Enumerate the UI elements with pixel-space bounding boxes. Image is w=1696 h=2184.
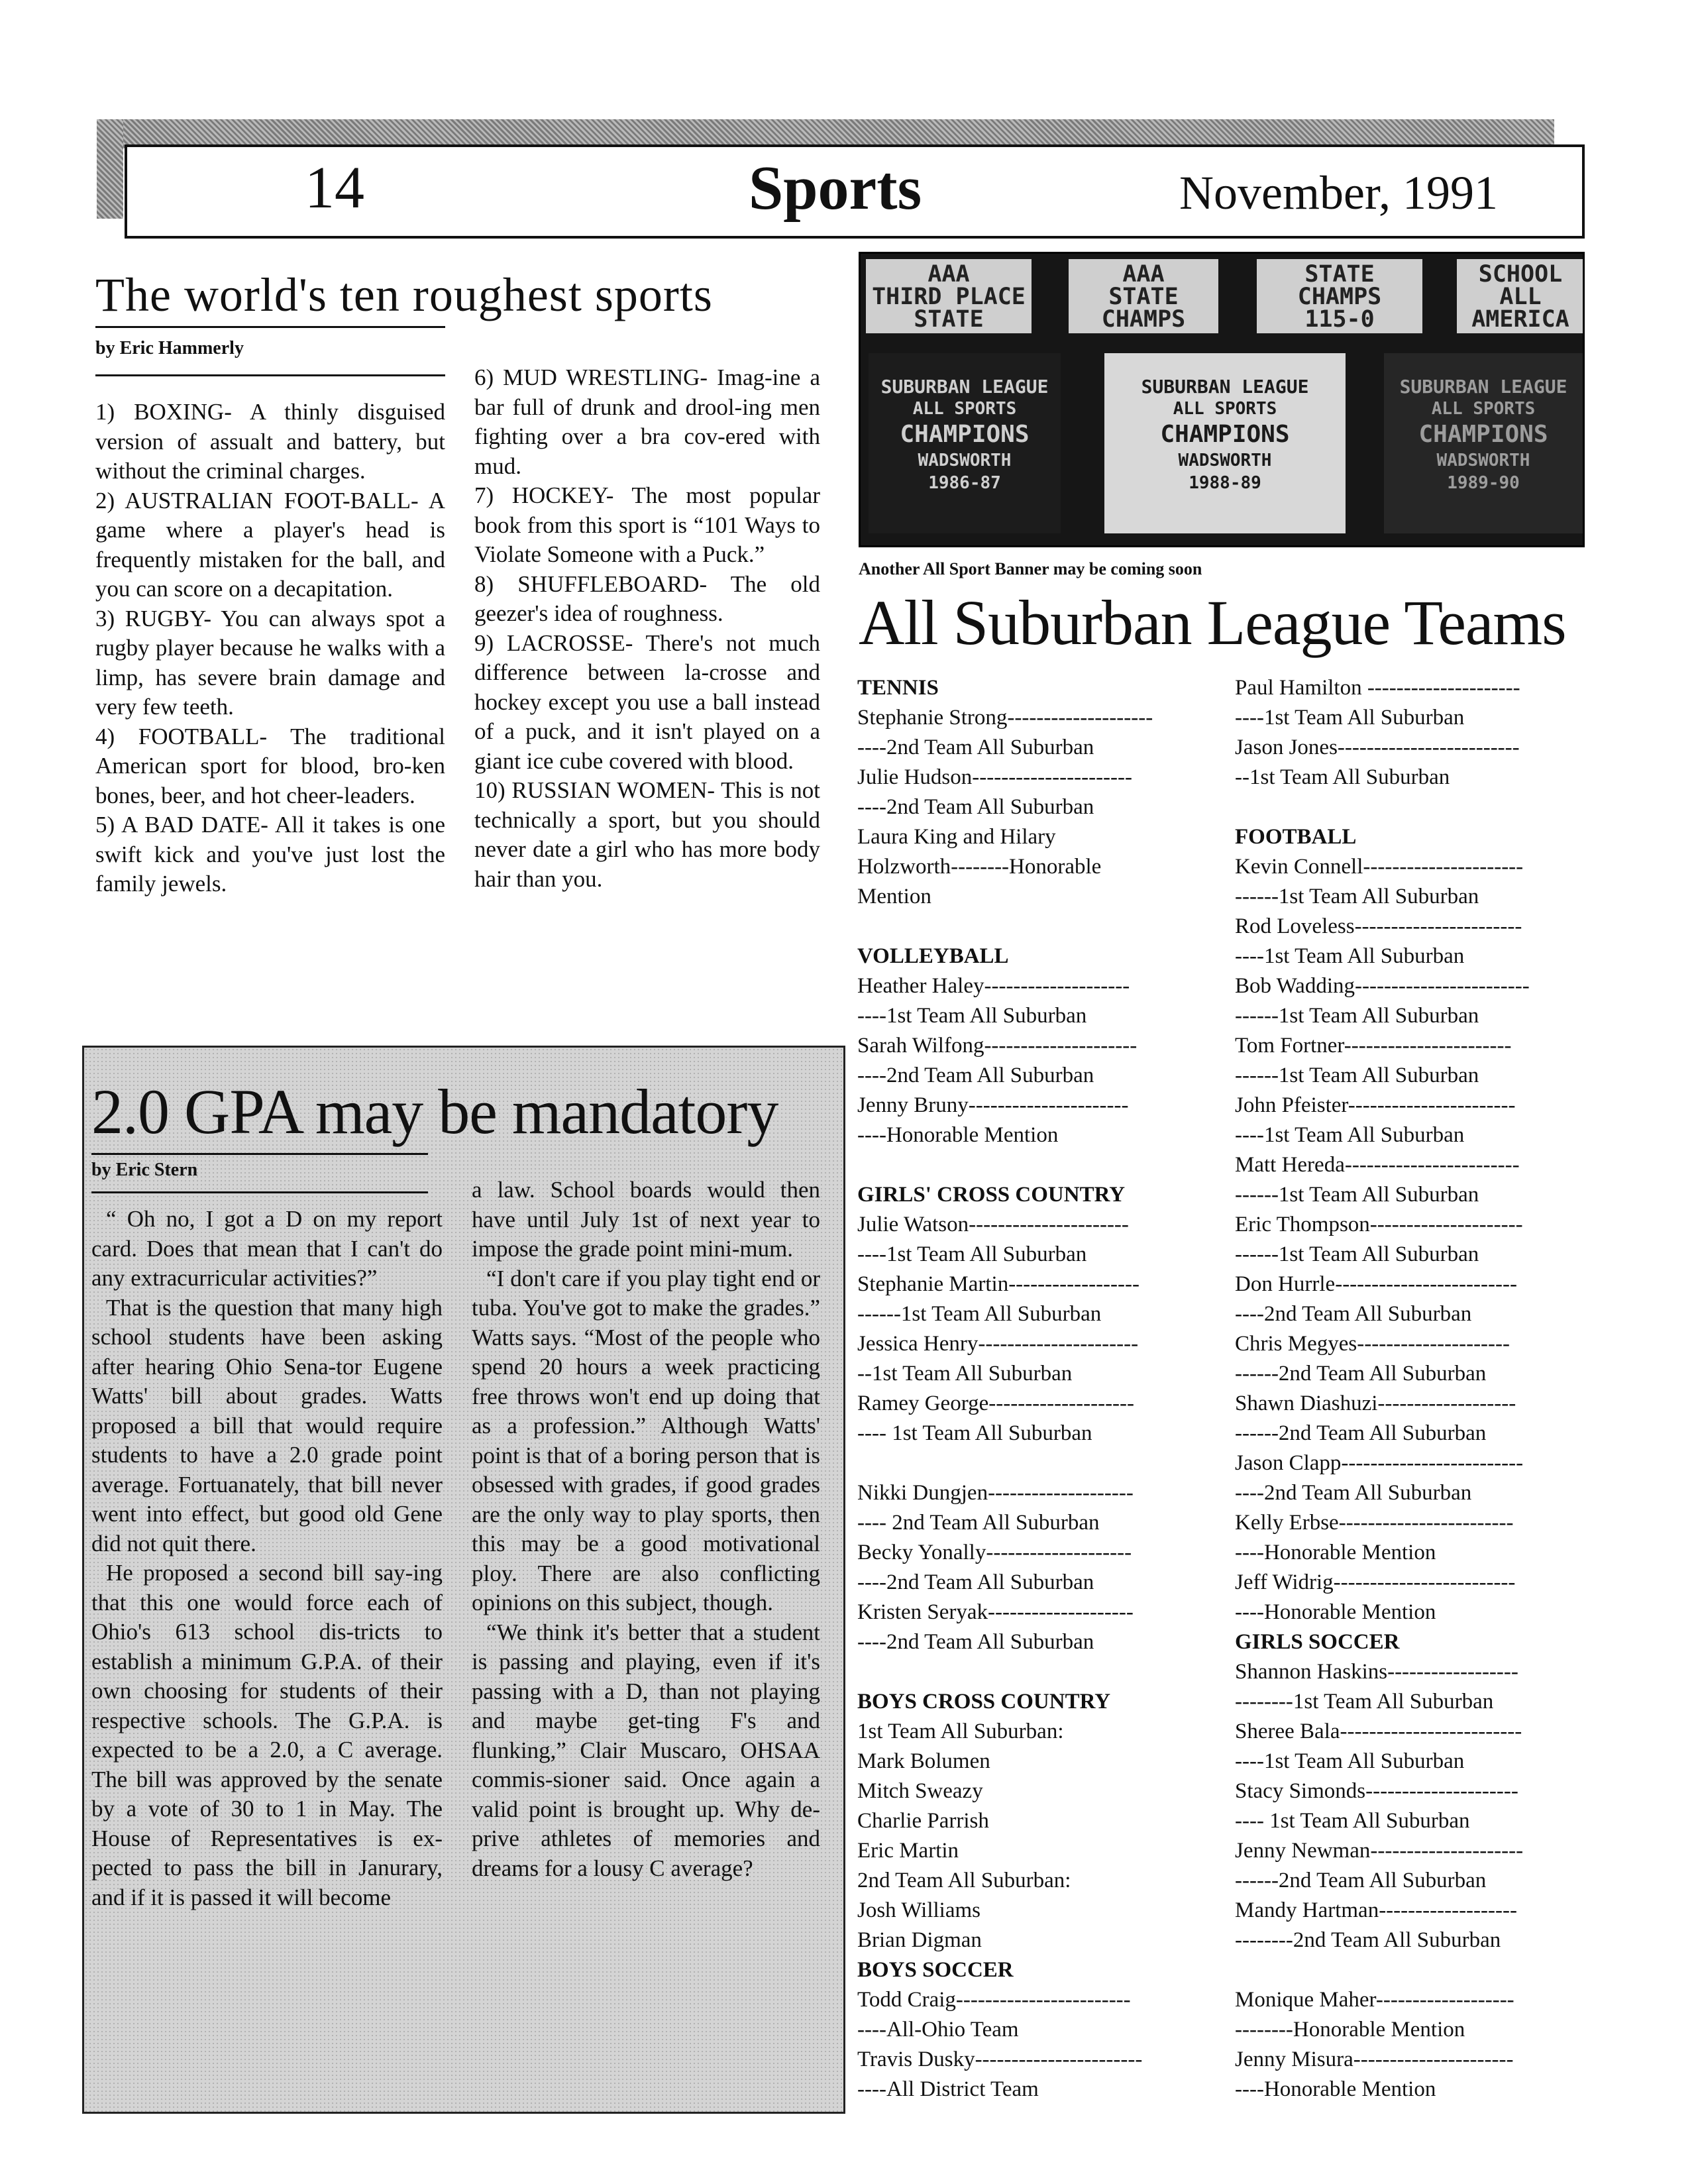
teams-heading: All Suburban League Teams <box>859 587 1566 658</box>
team-entry: Kristen Seryak-------------------- <box>857 1600 1134 1624</box>
team-entry: Eric Thompson--------------------- <box>1235 1213 1523 1236</box>
team-entry: ------1st Team All Suburban <box>857 1302 1102 1326</box>
team-entry: Jason Clapp------------------------- <box>1235 1451 1524 1475</box>
team-entry: ----1st Team All Suburban <box>1235 706 1465 730</box>
team-entry: Mitch Sweazy <box>857 1779 983 1803</box>
team-entry: Jenny Newman--------------------- <box>1235 1839 1524 1863</box>
team-entry: ----Honorable Mention <box>1235 1600 1436 1624</box>
banner-third-place: AAA THIRD PLACE STATE <box>866 259 1032 333</box>
team-entry: Mark Bolumen <box>857 1749 990 1773</box>
team-entry: --------2nd Team All Suburban <box>1235 1928 1501 1952</box>
team-entry: ------1st Team All Suburban <box>1235 1242 1479 1266</box>
team-entry: ----Honorable Mention <box>857 1123 1059 1147</box>
byline: by Eric Stern <box>91 1160 198 1180</box>
paragraph: That is the question that many high school students have been asking after hearing Ohio Sena-tor Eugene Watts' bill about grades. Watts proposed a bill that would require students to have a 2.0 grade point average. Fortuanately, that bill never went into effect, but good old Gene did not quit there. <box>91 1294 443 1556</box>
team-entry: Kevin Connell---------------------- <box>1235 855 1524 879</box>
banner-photo <box>859 252 1585 547</box>
team-entry: ----1st Team All Suburban <box>1235 944 1465 968</box>
team-entry: --1st Team All Suburban <box>857 1362 1073 1386</box>
team-entry: ----1st Team All Suburban <box>857 1242 1087 1266</box>
team-entry: Julie Hudson---------------------- <box>857 765 1133 789</box>
paragraph: “We think it's better that a student is passing and playing, even if it's passing with a D, than not playing and maybe get-ting F's and flunking,” Clair Muscaro, OHSAA commis-sioner said. Once again a valid point is brought up. Why de-prive athletes of memories and dreams for a lousy C average? <box>472 1619 820 1881</box>
team-entry: --------Honorable Mention <box>1235 2018 1465 2042</box>
list-item: 2) AUSTRALIAN FOOT-BALL- A game where a player's head is frequently mistaken for the ball, and you can score on a decapitation. <box>95 487 445 602</box>
list-spacer <box>857 1657 1215 1687</box>
team-heading: FOOTBALL <box>1235 825 1357 849</box>
article-column-2 <box>472 1175 820 1883</box>
team-heading: TENNIS <box>857 676 939 700</box>
banner-state-champs: AAA STATE CHAMPS <box>1069 259 1218 333</box>
list-item: 8) SHUFFLEBOARD- The old geezer's idea of roughness. <box>474 571 820 626</box>
team-entry: Heather Haley-------------------- <box>857 974 1130 998</box>
team-entry: ----2nd Team All Suburban <box>857 736 1094 759</box>
team-entry: Stephanie Strong-------------------- <box>857 706 1153 730</box>
header-shadow-side <box>97 119 123 219</box>
team-entry: Matt Hereda------------------------ <box>1235 1153 1520 1177</box>
team-entry: 1st Team All Suburban: <box>857 1720 1064 1743</box>
team-entry: ----All-Ohio Team <box>857 2018 1019 2042</box>
team-entry: Sarah Wilfong--------------------- <box>857 1034 1138 1058</box>
title-rule <box>91 1153 428 1155</box>
team-entry: Jason Jones------------------------- <box>1235 736 1520 759</box>
list-spacer <box>1235 1955 1593 1985</box>
team-entry: ----1st Team All Suburban <box>1235 1123 1465 1147</box>
list-item: 4) FOOTBALL- The traditional American sport for blood, bro-ken bones, beer, and hot cheer-leaders. <box>95 723 445 808</box>
team-entry: ----1st Team All Suburban <box>857 1004 1087 1028</box>
team-heading: BOYS SOCCER <box>857 1958 1014 1982</box>
team-entry: Stephanie Martin------------------ <box>857 1272 1140 1296</box>
team-entry: Jenny Bruny---------------------- <box>857 1093 1129 1117</box>
team-entry: Don Hurrle------------------------- <box>1235 1272 1517 1296</box>
team-entry: Travis Dusky----------------------- <box>857 2048 1143 2071</box>
team-entry: ------1st Team All Suburban <box>1235 1064 1479 1087</box>
list-spacer <box>857 912 1215 942</box>
banner-all-sports-2: SUBURBAN LEAGUE ALL SPORTS CHAMPIONS WADSWORTH 1988-89 <box>1104 353 1346 533</box>
list-spacer <box>857 1150 1215 1180</box>
team-entry: ---- 2nd Team All Suburban <box>857 1511 1100 1535</box>
team-entry: ------2nd Team All Suburban <box>1235 1421 1487 1445</box>
team-entry: 2nd Team All Suburban: <box>857 1869 1071 1892</box>
team-entry: ----2nd Team All Suburban <box>1235 1302 1472 1326</box>
team-entry: Bob Wadding------------------------ <box>1235 974 1530 998</box>
paragraph: He proposed a second bill say-ing that this one would force each of Ohio's 613 school dis-tricts to establish a minimum G.P.A. of their own choosing for students of their respective schools. The G.P.A. is expected to be a 2.0, a C average. The bill was approved by the senate by a vote of 30 to 1 in May. The House of Representatives is ex-pected to pass the bill in Janurary, and if it is passed it will become <box>91 1560 443 1910</box>
team-entry: Julie Watson---------------------- <box>857 1213 1129 1236</box>
article-column-1 <box>91 1205 443 1912</box>
list-item: 9) LACROSSE- There's not much difference between la-crosse and hockey except you use a ball instead of a puck, and it isn't played on a giant ice cube covered with blood. <box>474 629 820 774</box>
team-entry: Sheree Bala------------------------- <box>1235 1720 1522 1743</box>
byline-rule <box>91 1191 428 1193</box>
team-entry: ----2nd Team All Suburban <box>857 1630 1094 1654</box>
article-column-1 <box>95 398 445 899</box>
list-item: 5) A BAD DATE- All it takes is one swift kick and you've just lost the family jewels. <box>95 812 445 897</box>
team-entry: ----All District Team <box>857 2077 1039 2101</box>
team-entry: --------1st Team All Suburban <box>1235 1690 1494 1714</box>
team-entry: ---- 1st Team All Suburban <box>1235 1809 1470 1833</box>
team-entry: ------1st Team All Suburban <box>1235 885 1479 908</box>
banner-state-champs-record: STATE CHAMPS 115-0 <box>1257 259 1422 333</box>
banner-all-sports-1: SUBURBAN LEAGUE ALL SPORTS CHAMPIONS WADSWORTH 1986-87 <box>869 353 1061 533</box>
team-entry: ----Honorable Mention <box>1235 2077 1436 2101</box>
team-entry: Jessica Henry---------------------- <box>857 1332 1139 1356</box>
team-entry: Josh Williams <box>857 1898 980 1922</box>
team-entry: ------1st Team All Suburban <box>1235 1004 1479 1028</box>
section-title: Sports <box>749 154 922 223</box>
team-entry: Rod Loveless----------------------- <box>1235 914 1522 938</box>
byline: by Eric Hammerly <box>95 338 244 358</box>
banner-all-sports-3: SUBURBAN LEAGUE ALL SPORTS CHAMPIONS WADSWORTH 1989-90 <box>1384 353 1583 533</box>
team-entry: Chris Megyes--------------------- <box>1235 1332 1510 1356</box>
team-entry: Holzworth--------Honorable <box>857 855 1102 879</box>
team-entry: --1st Team All Suburban <box>1235 765 1450 789</box>
team-entry: Eric Martin <box>857 1839 959 1863</box>
team-entry: Stacy Simonds--------------------- <box>1235 1779 1518 1803</box>
teams-list-column-2 <box>1235 673 1593 2104</box>
team-heading: BOYS CROSS COUNTRY <box>857 1690 1111 1714</box>
team-entry: Ramey George-------------------- <box>857 1392 1135 1415</box>
team-entry: Kelly Erbse------------------------ <box>1235 1511 1514 1535</box>
team-entry: ------2nd Team All Suburban <box>1235 1362 1487 1386</box>
team-entry: Jeff Widrig------------------------- <box>1235 1570 1516 1594</box>
issue-date: November, 1991 <box>1179 166 1499 219</box>
article-title-gpa: 2.0 GPA may be mandatory <box>91 1076 778 1147</box>
list-item: 7) HOCKEY- The most popular book from this sport is “101 Ways to Violate Someone with a Puck.” <box>474 482 820 567</box>
list-spacer <box>1235 792 1593 822</box>
team-entry: ----Honorable Mention <box>1235 1541 1436 1564</box>
team-entry: Shannon Haskins------------------ <box>1235 1660 1518 1684</box>
paragraph: a law. School boards would then have until July 1st of next year to impose the grade point mini-mum. <box>472 1177 820 1262</box>
byline-rule <box>95 374 445 376</box>
team-entry: ----2nd Team All Suburban <box>857 1064 1094 1087</box>
team-heading: VOLLEYBALL <box>857 944 1009 968</box>
team-entry: ----1st Team All Suburban <box>1235 1749 1465 1773</box>
team-entry: Jenny Misura---------------------- <box>1235 2048 1514 2071</box>
team-entry: Todd Craig------------------------ <box>857 1988 1131 2012</box>
team-heading: GIRLS' CROSS COUNTRY <box>857 1183 1126 1207</box>
paragraph: “ Oh no, I got a D on my report card. Does that mean that I can't do any extracurricular activities?” <box>91 1206 443 1291</box>
team-entry: ---- 1st Team All Suburban <box>857 1421 1092 1445</box>
team-entry: John Pfeister----------------------- <box>1235 1093 1516 1117</box>
list-item: 6) MUD WRESTLING- Imag-ine a bar full of drunk and drool-ing men fighting over a bra cov-ered with mud. <box>474 364 820 479</box>
banner-school-all-america: SCHOOL ALL AMERICA <box>1457 259 1584 333</box>
team-entry: Nikki Dungjen-------------------- <box>857 1481 1134 1505</box>
team-entry: Brian Digman <box>857 1928 982 1952</box>
paragraph: “I don't care if you play tight end or tuba. You've got to make the grades.” Watts says. “Most of the people who spend 20 hours a week practicing free throws won't end up doing that as a profession.” Although Watts' point is that of a boring person that is obsessed with grades, if good grades are the only way to play sports, then this may be a good motivational ploy. There are also conflicting opinions on this subject, though. <box>472 1265 820 1615</box>
team-entry: Laura King and Hilary <box>857 825 1056 849</box>
team-entry: ----2nd Team All Suburban <box>857 795 1094 819</box>
list-item: 3) RUGBY- You can always spot a rugby player because he walks with a limp, has severe brain damage and very few teeth. <box>95 605 445 720</box>
team-entry: Charlie Parrish <box>857 1809 989 1833</box>
team-entry: ----2nd Team All Suburban <box>857 1570 1094 1594</box>
page-number: 14 <box>305 155 364 221</box>
photo-caption: Another All Sport Banner may be coming soon <box>859 559 1202 578</box>
team-entry: Paul Hamilton --------------------- <box>1235 676 1520 700</box>
list-item: 10) RUSSIAN WOMEN- This is not technically a sport, but you should never date a girl who has more body hair than you. <box>474 777 820 892</box>
team-entry: ------1st Team All Suburban <box>1235 1183 1479 1207</box>
title-rule <box>95 326 445 328</box>
team-entry: Shawn Diashuzi------------------- <box>1235 1392 1516 1415</box>
team-entry: Monique Maher------------------- <box>1235 1988 1514 2012</box>
list-item: 1) BOXING- A thinly disguised version of assualt and battery, but without the criminal charges. <box>95 399 445 484</box>
article-title-roughest-sports: The world's ten roughest sports <box>95 268 713 321</box>
team-entry: Mention <box>857 885 931 908</box>
team-entry: Becky Yonally-------------------- <box>857 1541 1132 1564</box>
team-heading: GIRLS SOCCER <box>1235 1630 1400 1654</box>
teams-list-column-1 <box>857 673 1215 2104</box>
article-column-2 <box>474 363 820 894</box>
team-entry: ----2nd Team All Suburban <box>1235 1481 1472 1505</box>
team-entry: ------2nd Team All Suburban <box>1235 1869 1487 1892</box>
team-entry: Tom Fortner----------------------- <box>1235 1034 1512 1058</box>
list-spacer <box>857 1448 1215 1478</box>
team-entry: Mandy Hartman------------------- <box>1235 1898 1517 1922</box>
